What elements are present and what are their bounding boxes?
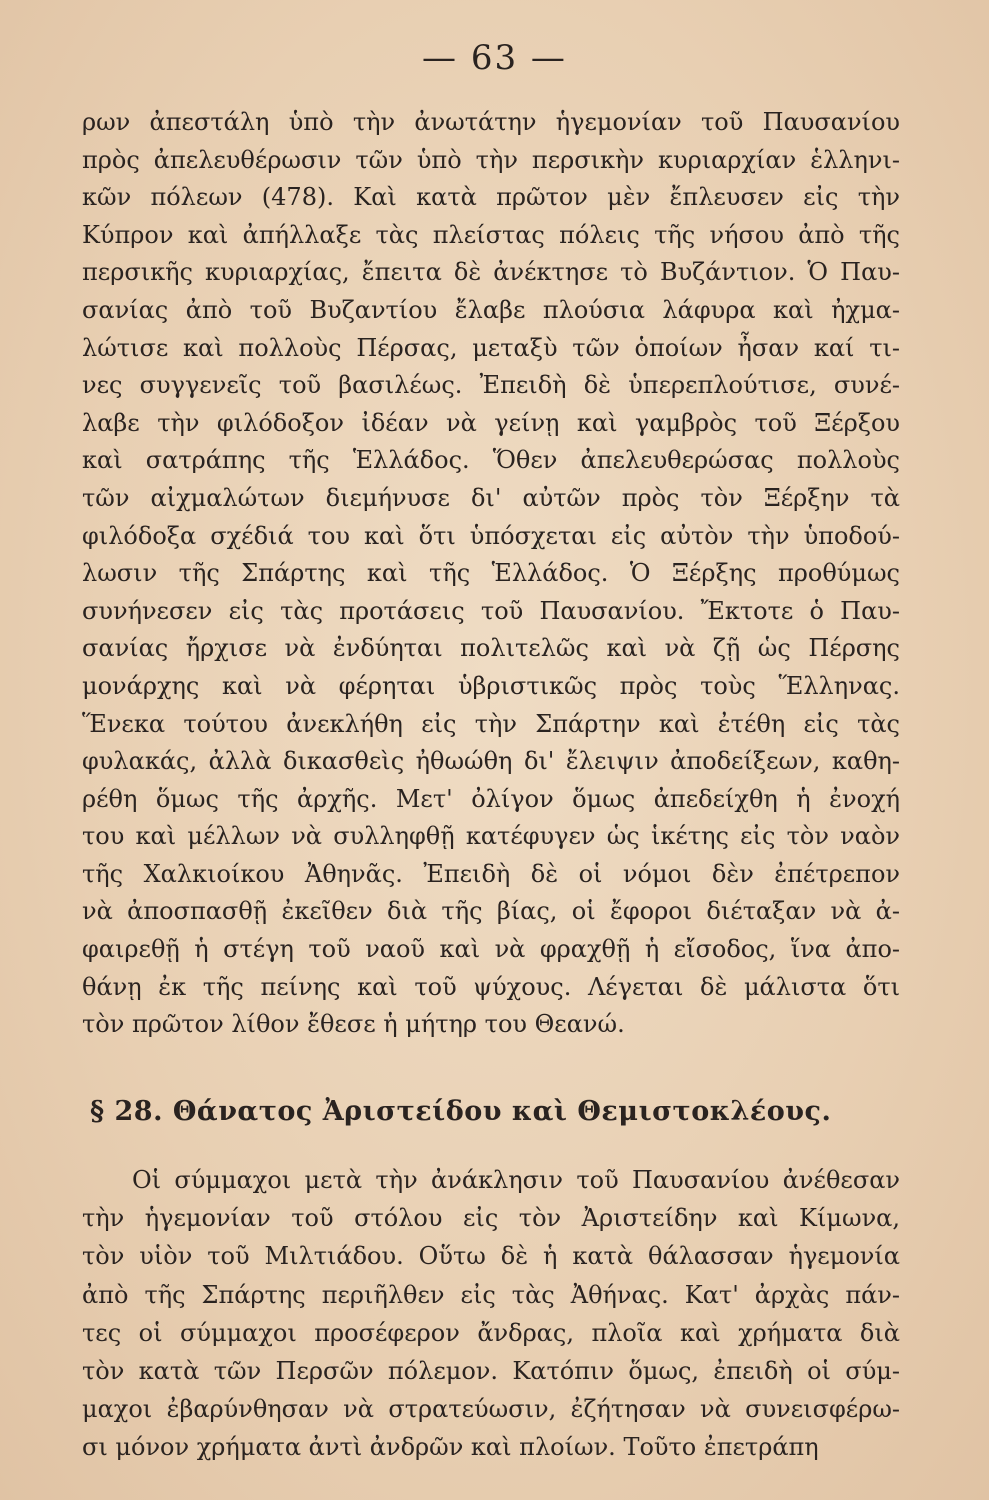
paragraph-2: [82, 1161, 900, 1467]
text-line: τὸν κατὰ τῶν Περσῶν πόλεμον. Κατόπιν ὅμως, ἐπειδὴ οἱ σύμ-: [82, 1356, 900, 1385]
text-line: τες οἱ σύμμαχοι προσέφερον ἄνδρας, πλοῖα καὶ χρήματα διὰ: [82, 1318, 900, 1347]
text-line: σι μόνον χρήματα ἀντὶ ἀνδρῶν καὶ πλοίων. Τοῦτο ἐπετράπη: [82, 1433, 819, 1462]
text-line: τῶν αἰχμαλώτων διεμήνυσε δι' αὐτῶν πρὸς τὸν Ξέρξην τὰ: [82, 483, 900, 512]
page-number: — 63 —: [422, 38, 567, 78]
text-line: καὶ σατράπης τῆς Ἑλλάδος. Ὅθεν ἀπελευθερώσας πολλοὺς: [82, 446, 900, 475]
text-line: περσικῆς κυριαρχίας, ἔπειτα δὲ ἀνέκτησε τὸ Βυζάντιον. Ὁ Παυ-: [82, 258, 900, 287]
text-line: λωσιν τῆς Σπάρτης καὶ τῆς Ἑλλάδος. Ὁ Ξέρξης προθύμως: [82, 559, 900, 588]
text-line: κῶν πόλεων (478). Καὶ κατὰ πρῶτον μὲν ἔπλευσεν εἰς τὴν: [82, 183, 900, 212]
text-line: λαβε τὴν φιλόδοξον ἰδέαν νὰ γείνῃ καὶ γαμβρὸς τοῦ Ξέρξου: [82, 408, 900, 437]
text-line: τὸν πρῶτον λίθον ἔθεσε ἡ μήτηρ του Θεανώ.: [82, 1010, 625, 1039]
text-line: Κύπρον καὶ ἀπήλλαξε τὰς πλείστας πόλεις τῆς νήσου ἀπὸ τῆς: [82, 220, 900, 249]
text-line: ρων ἀπεστάλη ὑπὸ τὴν ἀνωτάτην ἡγεμονίαν τοῦ Παυσανίου: [82, 108, 900, 136]
text-line: μαχοι ἐβαρύνθησαν νὰ στρατεύωσιν, ἐζήτησαν νὰ συνεισφέρω-: [82, 1395, 900, 1424]
section-heading: § 28. Θάνατος Ἀριστείδου καὶ Θεμιστοκλέους.: [90, 1096, 832, 1127]
text-line: φυλακάς, ἀλλὰ δικασθεὶς ἠθωώθη δι' ἔλειψιν ἀποδείξεων, καθη-: [82, 747, 900, 776]
paragraph-1: [82, 104, 900, 1044]
text-line: του καὶ μέλλων νὰ συλληφθῇ κατέφυγεν ὡς ἱκέτης εἰς τὸν ναὸν: [82, 822, 900, 851]
text-line: ρέθη ὅμως τῆς ἀρχῆς. Μετ' ὀλίγον ὅμως ἀπεδείχθη ἡ ἐνοχή: [82, 784, 900, 813]
text-line: ἀπὸ τῆς Σπάρτης περιῆλθεν εἰς τὰς Ἀθήνας. Κατ' ἀρχὰς πάν-: [82, 1280, 900, 1309]
text-line: τὸν υἱὸν τοῦ Μιλτιάδου. Οὕτω δὲ ἡ κατὰ θάλασσαν ἡγεμονία: [82, 1242, 900, 1271]
text-line: φιλόδοξα σχέδιά του καὶ ὅτι ὑπόσχεται εἰς αὐτὸν τὴν ὑποδού-: [82, 521, 900, 550]
text-line: πρὸς ἀπελευθέρωσιν τῶν ὑπὸ τὴν περσικὴν κυριαρχίαν ἑλληνι-: [82, 145, 900, 174]
text-line: τῆς Χαλκιοίκου Ἀθηνᾶς. Ἐπειδὴ δὲ οἱ νόμοι δὲν ἐπέτρεπον: [82, 859, 900, 888]
text-line: σανίας ἤρχισε νὰ ἐνδύηται πολιτελῶς καὶ νὰ ζῇ ὡς Πέρσης: [82, 634, 900, 663]
text-line: Οἱ σύμμαχοι μετὰ τὴν ἀνάκλησιν τοῦ Παυσανίου ἀνέθεσαν: [132, 1166, 900, 1194]
text-line: λώτισε καὶ πολλοὺς Πέρσας, μεταξὺ τῶν ὁποίων ἦσαν καί τι-: [82, 333, 900, 362]
text-line: μονάρχης καὶ νὰ φέρηται ὑβριστικῶς πρὸς τοὺς Ἕλληνας.: [82, 671, 900, 700]
text-line: νὰ ἀποσπασθῇ ἐκεῖθεν διὰ τῆς βίας, οἱ ἔφοροι διέταξαν νὰ ἀ-: [82, 897, 900, 926]
text-line: φαιρεθῇ ἡ στέγη τοῦ ναοῦ καὶ νὰ φραχθῇ ἡ εἴσοδος, ἵνα ἀπο-: [82, 935, 900, 964]
text-line: συνήνεσεν εἰς τὰς προτάσεις τοῦ Παυσανίου. Ἔκτοτε ὁ Παυ-: [82, 596, 900, 625]
text-line: σανίας ἀπὸ τοῦ Βυζαντίου ἔλαβε πλούσια λάφυρα καὶ ἠχμα-: [82, 295, 900, 324]
text-line: τὴν ἡγεμονίαν τοῦ στόλου εἰς τὸν Ἀριστείδην καὶ Κίμωνα,: [82, 1204, 900, 1233]
text-line: νες συγγενεῖς τοῦ βασιλέως. Ἐπειδὴ δὲ ὑπερεπλούτισε, συνέ-: [82, 371, 900, 400]
text-line: Ἕνεκα τούτου ἀνεκλήθη εἰς τὴν Σπάρτην καὶ ἐτέθη εἰς τὰς: [82, 709, 900, 738]
text-line: θάνῃ ἐκ τῆς πείνης καὶ τοῦ ψύχους. Λέγεται δὲ μάλιστα ὅτι: [82, 972, 900, 1001]
